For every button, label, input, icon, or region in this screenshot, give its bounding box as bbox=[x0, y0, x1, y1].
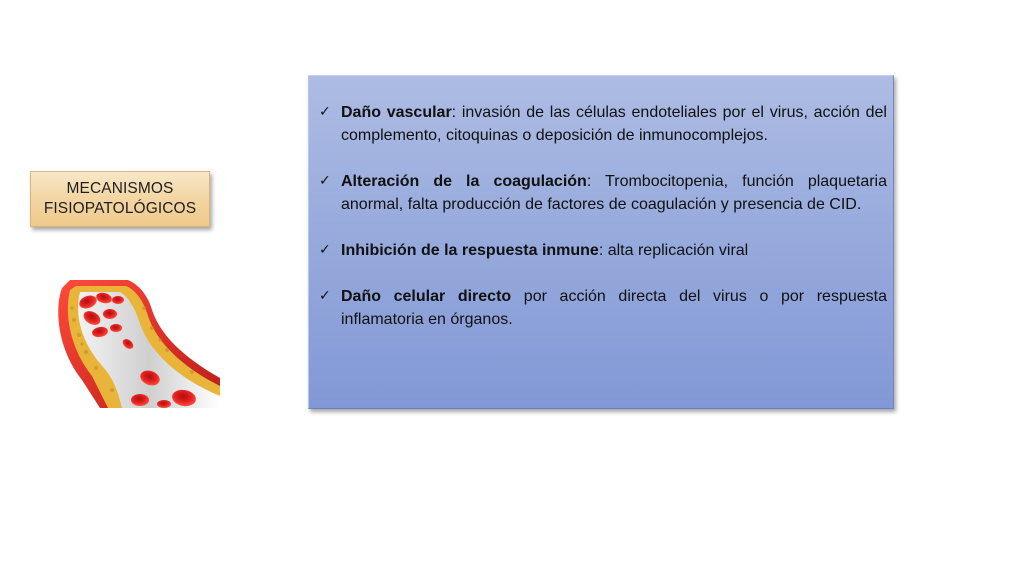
checkmark-icon: ✓ bbox=[319, 104, 331, 120]
content-box bbox=[308, 75, 894, 409]
bullet-text: : invasión de las células endoteliales por el virus, acción del complemento, citoquinas o deposición de inmunocomplejos. bbox=[341, 104, 887, 144]
checkmark-icon: ✓ bbox=[319, 288, 331, 304]
bullet-item bbox=[319, 239, 887, 262]
bullet-heading: Inhibición de la respuesta inmune bbox=[341, 242, 599, 259]
blood-vessel-illustration bbox=[52, 280, 220, 408]
checkmark-icon: ✓ bbox=[319, 173, 331, 189]
title-line-2: FISIOPATOLÓGICOS bbox=[43, 200, 197, 217]
bullet-text: por acción directa del virus o por respuesta inflamatoria en órganos. bbox=[341, 288, 887, 328]
bullet-heading: Daño celular directo bbox=[341, 288, 512, 305]
bullet-item bbox=[319, 101, 887, 147]
title-line-1: MECANISMOS bbox=[66, 180, 174, 197]
bullet-text: : Trombocitopenia, función plaquetaria anormal, falta producción de factores de coagulación y presencia de CID. bbox=[341, 173, 887, 213]
bullet-item bbox=[319, 285, 887, 331]
title-box bbox=[30, 171, 210, 227]
bullet-list bbox=[319, 101, 887, 331]
checkmark-icon: ✓ bbox=[319, 242, 331, 258]
bullet-heading: Alteración de la coagulación bbox=[341, 173, 587, 190]
bullet-item bbox=[319, 170, 887, 216]
bullet-text: : alta replicación viral bbox=[598, 242, 749, 259]
bullet-heading: Daño vascular bbox=[341, 104, 452, 121]
